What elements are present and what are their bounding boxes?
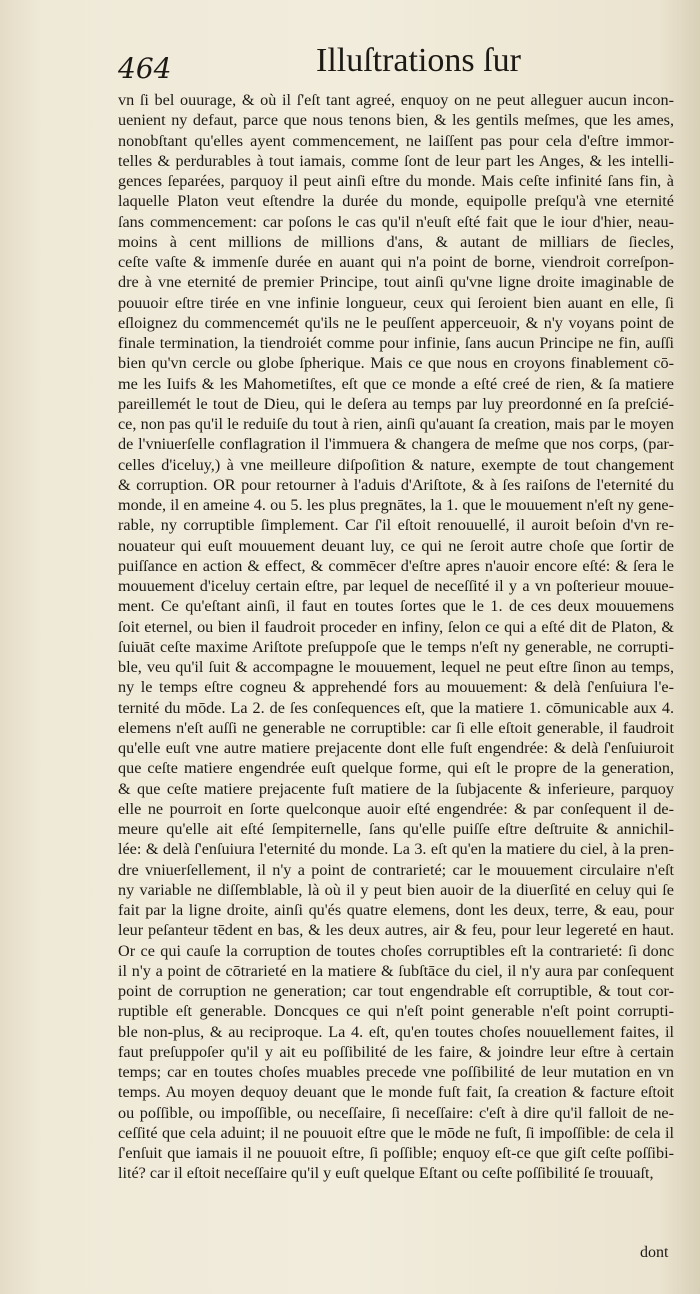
text-line: uenient ny defaut, parce que nous tenons bien, & les gentils meſmes, que les ames,	[118, 111, 674, 130]
text-line: bien qu'vn cercle ou globe ſpherique. Mais ce que nous en croyons finablement cō-	[118, 354, 674, 373]
text-line: ble non-plus, & au reciproque. La 4. eſt, qu'en toutes choſes nouuellement faites, il	[118, 1022, 674, 1041]
text-line: & que ceſte matiere prejacente fuſt matiere de la ſubjacente & inferieure, parquoy	[118, 779, 674, 798]
text-line: nonobſtant qu'elles ayent commencement, ne laiſſent pas pour cela d'eſtre immor-	[118, 131, 674, 150]
text-line: fait par la ligne droite, ainſi qu'és quatre elemens, dont les deux, terre, & eau, pour	[118, 901, 674, 919]
text-line: il n'y a point de cōtrarieté en la matiere & ſubſtāce du ciel, il n'y aura par conſequent	[118, 961, 674, 980]
text-line: ou poſſible, ou impoſſible, ou neceſſaire, ſi neceſſaire: c'eſt à dire qu'il falloit de ne-	[118, 1103, 674, 1122]
text-line: faut preſuppoſer qu'il y ait eu poſſibilité de les faire, & joindre leur eſtre à certain	[118, 1042, 674, 1061]
text-line: monde, il en ameine 4. ou 5. les plus pregnātes, la 1. que le mouuement n'eſt ny gene-	[118, 496, 674, 514]
text-line: ny le temps eſtre cogneu & apprehendé fors au mouuement: & delà ſ'enſuiura l'e-	[118, 678, 674, 697]
text-line: ſ'enſuit que iamais il ne pouuoit eſtre, ſi poſſible; enquoy eſt-ce que giſt ceſte poſſibi-	[118, 1144, 674, 1162]
text-line: Or ce qui cauſe la corruption de toutes choſes corruptibles eſt la contrarieté: ſi donc	[118, 941, 674, 960]
text-line: dre vniuerſellement, il n'y a point de contrarieté; car le mouuement circulaire n'eſt	[118, 860, 674, 879]
text-line: meure qu'elle ait eſté ſempiternelle, ſans qu'elle puiſſe eſtre deſtruite & annichil-	[118, 820, 674, 838]
text-line: lité? car il eſtoit neceſſaire qu'il y euſt quelque Eſtant ou ceſte poſſibilité ſe trouuaſt,	[118, 1164, 654, 1183]
text-line: elle ne pourroit en ſorte quelconque auoir eſté engendrée: & par conſequent il de-	[118, 799, 674, 818]
text-line: nouateur qui euſt mouuement deuant luy, ce qui ne ſeroit autre choſe que ſortir de	[118, 536, 674, 555]
body-text	[118, 90, 674, 1184]
text-line: finale termination, la tiendroiét comme pour infinie, ſans aucun Principe ne fin, auſſi	[118, 334, 674, 352]
page-number: 464	[118, 52, 172, 85]
text-line: vn ſi bel ouurage, & où il ſ'eſt tant agreé, enquoy on ne peut alleguer aucun incon-	[118, 91, 674, 109]
text-line: lée: & delà ſ'enſuiura l'eternité du monde. La 3. eſt qu'en la matiere du ciel, à la pren-	[118, 840, 674, 859]
running-title: Illuſtrations ſur	[316, 42, 521, 79]
text-line: ny variable ne diſſemblable, là où il y peut bien auoir de la diuerſité en celuy qui ſe	[118, 880, 674, 899]
text-line: ce, non pas qu'il le reduiſe du tout à rien, ainſi qu'auant ſa creation, mais par le moyen	[118, 415, 674, 433]
catchword: dont	[640, 1244, 669, 1261]
text-line: mouuement d'iceluy certain eſtre, par lequel de neceſſité il y a vn poſterieur mouue-	[118, 577, 674, 595]
text-line: ſans commencement: car poſons le cas qu'il n'euſt eſté fait que le iour d'hier, neau-	[118, 212, 674, 231]
text-line: me les Iuifs & les Mahometiſtes, eſt que ce monde a eſté creé de rien, & ſa matiere	[118, 374, 674, 393]
text-line: ment. Ce qu'eſtant ainſi, il faut en toutes ſortes que le 1. de ces deux mouuemens	[118, 597, 674, 616]
text-line: & corruption. OR pour retourner à l'aduis d'Ariſtote, & à ſes raiſons de l'eternité du	[118, 475, 674, 494]
text-line: point de corruption ne generation; car tout engendrable eſt corruptible, & tout cor-	[118, 982, 674, 1000]
text-line: ceſſité que cela aduint; il ne pouuoit eſtre que le mōde ne fuſt, ſi impoſſible: de cela il	[118, 1123, 674, 1142]
text-line: de l'vniuerſelle conflagration il l'immuera & changera de meſme que nos corps, (par-	[118, 435, 674, 454]
text-line: ternité du mōde. La 2. de ſes conſequences eſt, que la matiere 1. cōmunicable aux 4.	[118, 698, 674, 717]
text-line: laquelle Platon veut eſtendre la durée du monde, equipolle preſqu'à vne eternité	[118, 192, 674, 211]
text-line: que ceſte matiere engendrée euſt quelque forme, qui eſt le propre de la generation,	[118, 759, 674, 778]
text-line: celles d'iceluy,) à vne meilleure diſpoſition & nature, exempte de tout changement	[118, 455, 674, 474]
text-line: telles & perdurables à tout iamais, comme ſont de leur part les Anges, & les intelli-	[118, 151, 674, 170]
text-line: qu'elle euſt vne autre matiere prejacente dont elle fuſt engendrée: & delà ſ'enſuiuroit	[118, 739, 674, 757]
text-line: pouuoir eſtre tirée en vne infinie longueur, ceux qui ſeroient bien auant en elle, ſi	[118, 293, 674, 312]
text-line: ſoit eternel, ou bien il faudroit proceder en infiny, ſelon ce qui a eſté dit de Platon, &	[118, 617, 674, 636]
text-line: dre à vne eternité de premier Principe, tout ainſi qu'vne ligne droite imaginable de	[118, 273, 674, 292]
page-header	[118, 42, 678, 92]
text-line: elemens n'eſt auſſi ne generable ne corruptible: car ſi elle eſtoit generable, il faudroit	[118, 718, 674, 737]
text-line: temps; car en toutes choſes muables precede vne poſſibilité de leur mutation en vn	[118, 1063, 674, 1081]
text-line: puiſſance en action & effect, & commēcer d'eſtre apres n'auoir encore eſté: & ſera le	[118, 556, 674, 575]
text-line: ble, veu qu'il ſuit & accompagne le mouuement, lequel ne peut eſtre ſinon au temps,	[118, 658, 674, 676]
text-line: ſuiuāt ceſte maxime Ariſtote preſuppoſe que le temps n'eſt ny generable, ne corrupti-	[118, 637, 674, 656]
text-line: ruptible eſt generable. Doncques ce qui n'eſt point generable n'eſt point corrupti-	[118, 1002, 674, 1021]
text-line: eſloignez du commencemét qu'ils ne le peuſſent apperceuoir, & n'y voyans point de	[118, 313, 674, 332]
text-line: ceſte vaſte & immenſe durée en auant qui n'a point de borne, viendroit correſpon-	[118, 253, 674, 271]
text-line: leur peſanteur tēdent en bas, & les deux autres, air & feu, pour leur legereté en haut.	[118, 921, 674, 940]
text-line: gences ſeparées, parquoy il peut ainſi eſtre du monde. Mais ceſte infinité ſans fin, à	[118, 172, 674, 190]
text-line: rable, ny corruptible ſimplement. Car ſ'il eſtoit renouuellé, il auroit beſoin d'vn re-	[118, 516, 674, 535]
text-line: pareillemét le tout de Dieu, qui le deſera au temps par luy preordonné en ſa preſcié-	[118, 394, 674, 413]
text-line: moins à cent millions de millions d'ans, & autant de milliars de ſiecles,	[118, 232, 674, 251]
text-line: temps. Au moyen dequoy deuant que le monde fuſt fait, ſa creation & facture eſtoit	[118, 1083, 674, 1102]
